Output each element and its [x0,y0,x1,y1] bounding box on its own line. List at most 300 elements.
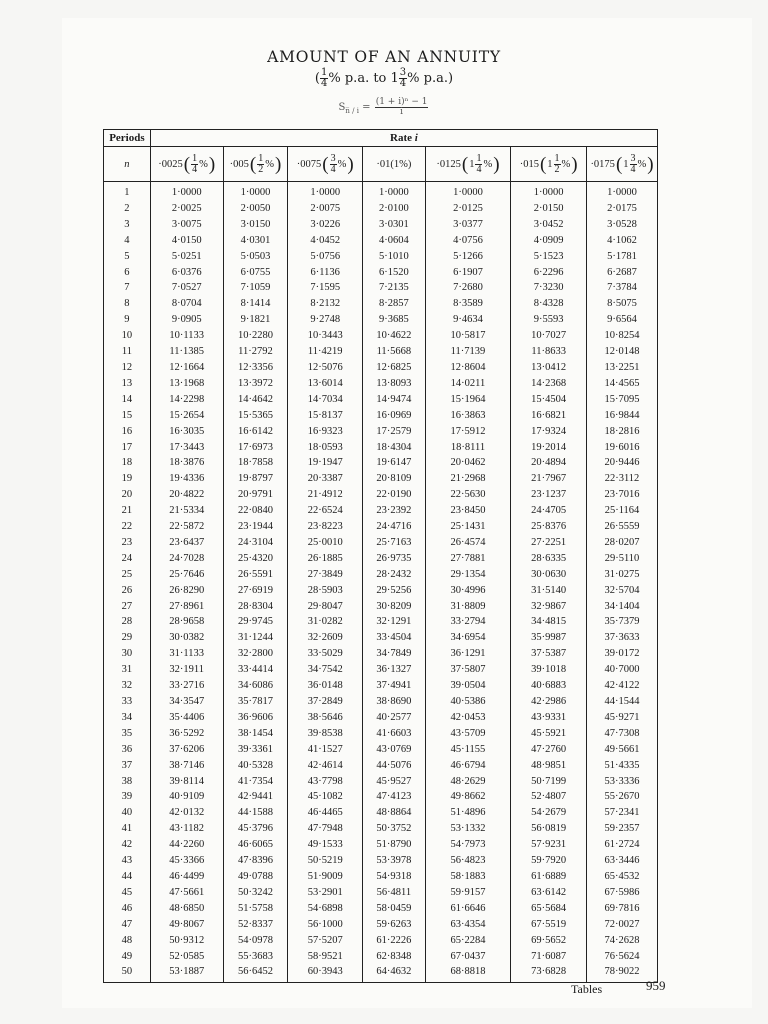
amount-cell: 63·4354 [425,917,511,933]
period-cell: 15 [104,408,151,424]
amount-cell: 15·5365 [223,408,288,424]
amount-cell: 42·2986 [511,694,587,710]
amount-cell: 42·9441 [223,789,288,805]
amount-cell: 9·0905 [150,312,223,328]
paren-close: ) [647,153,654,175]
amount-cell: 57·9231 [511,837,587,853]
amount-cell: 3·0377 [425,217,511,233]
amount-cell: 1·0000 [223,182,288,201]
amount-cell: 57·2341 [587,805,658,821]
amount-cell: 6·1136 [288,265,363,281]
table-row [104,440,658,456]
table-row [104,885,658,901]
amount-cell: 1·0000 [363,182,426,201]
amount-cell: 23·1237 [511,487,587,503]
period-cell: 26 [104,583,151,599]
amount-cell: 8·0704 [150,296,223,312]
amount-cell: 3·0226 [288,217,363,233]
formula-fraction: $\frac{\text{(1 + i)ⁿ − 1}}{i}$ [375,97,428,117]
table-row [104,487,658,503]
amount-cell: 49·8067 [150,917,223,933]
amount-cell: 47·7308 [587,726,658,742]
amount-cell: 34·7542 [288,662,363,678]
amount-cell: 34·6086 [223,678,288,694]
amount-cell: 33·5029 [288,646,363,662]
paren-open: ( [461,153,469,175]
amount-cell: 26·4574 [425,535,511,551]
amount-cell: 50·5219 [288,853,363,869]
amount-cell: 26·5559 [587,519,658,535]
amount-cell: 2·0025 [150,201,223,217]
amount-cell: 6·1520 [363,265,426,281]
amount-cell: 30·0630 [511,567,587,583]
table-row [104,630,658,646]
amount-cell: 41·6603 [363,726,426,742]
period-cell: 9 [104,312,151,328]
formula-lhs: S [338,102,346,113]
table-row [104,901,658,917]
amount-cell: 52·0585 [150,949,223,965]
amount-cell: 53·3336 [587,774,658,790]
amount-cell: 54·7973 [425,837,511,853]
table-row [104,519,658,535]
amount-cell: 8·3589 [425,296,511,312]
amount-cell: 55·3683 [223,949,288,965]
amount-cell: 30·8209 [363,599,426,615]
amount-cell: 39·0504 [425,678,511,694]
amount-cell: 13·3972 [223,376,288,392]
amount-cell: 16·3863 [425,408,511,424]
amount-cell: 44·2260 [150,837,223,853]
period-cell: 1 [104,182,151,201]
amount-cell: 34·3547 [150,694,223,710]
amount-cell: 8·1414 [223,296,288,312]
amount-cell: 5·1523 [511,249,587,265]
amount-cell: 7·2680 [425,280,511,296]
amount-cell: 12·8604 [425,360,511,376]
amount-cell: 68·8818 [425,964,511,982]
amount-cell: 31·1133 [150,646,223,662]
amount-cell: 22·0840 [223,503,288,519]
amount-cell: 9·3685 [363,312,426,328]
amount-cell: 25·8376 [511,519,587,535]
amount-cell: 40·9109 [150,789,223,805]
page-number: 959 [646,978,666,993]
rate-fraction: $\frac{1}{4}$ [476,152,482,175]
amount-cell: 50·3242 [223,885,288,901]
amount-cell: 14·4565 [587,376,658,392]
amount-cell: 5·0251 [150,249,223,265]
amount-cell: 53·1887 [150,964,223,982]
amount-cell: 27·8961 [150,599,223,615]
period-cell: 18 [104,455,151,471]
footer-section-label: Tables [571,982,603,996]
amount-cell: 15·8137 [288,408,363,424]
amount-cell: 41·7354 [223,774,288,790]
period-cell: 41 [104,821,151,837]
amount-cell: 2·0050 [223,201,288,217]
amount-cell: 11·7139 [425,344,511,360]
amount-cell: 54·0978 [223,933,288,949]
amount-cell: 9·4634 [425,312,511,328]
period-cell: 5 [104,249,151,265]
amount-cell: 25·1431 [425,519,511,535]
paren-open: ( [249,153,257,175]
paren-close: ) [493,153,500,175]
amount-cell: 46·6794 [425,758,511,774]
table-row [104,742,658,758]
period-cell: 29 [104,630,151,646]
amount-cell: 50·9312 [150,933,223,949]
amount-cell: 65·2284 [425,933,511,949]
amount-cell: 56·1000 [288,917,363,933]
rate-whole: 1 [469,158,475,170]
table-row [104,455,658,471]
amount-cell: 2·0125 [425,201,511,217]
amount-cell: 25·4320 [223,551,288,567]
amount-cell: 8·2132 [288,296,363,312]
amount-cell: 32·9867 [511,599,587,615]
amount-cell: 72·0027 [587,917,658,933]
amount-cell: 35·9987 [511,630,587,646]
period-cell: 10 [104,328,151,344]
amount-cell: 51·4335 [587,758,658,774]
paren-close: ) [571,153,578,175]
amount-cell: 74·2628 [587,933,658,949]
rate-value: ·0075 [296,158,322,170]
table-row [104,694,658,710]
amount-cell: 61·2226 [363,933,426,949]
period-cell: 25 [104,567,151,583]
table-row [104,201,658,217]
amount-cell: 49·8662 [425,789,511,805]
amount-cell: 18·8111 [425,440,511,456]
period-cell: 6 [104,265,151,281]
amount-cell: 51·9009 [288,869,363,885]
amount-cell: 59·2357 [587,821,658,837]
percent-sign: % [337,158,347,170]
period-cell: 4 [104,233,151,249]
amount-cell: 17·9324 [511,424,587,440]
table-row [104,551,658,567]
period-cell: 17 [104,440,151,456]
amount-cell: 29·9745 [223,614,288,630]
amount-cell: 10·8254 [587,328,658,344]
amount-cell: 4·0150 [150,233,223,249]
percent-sign: % [265,158,274,170]
amount-cell: 2·0075 [288,201,363,217]
amount-cell: 36·5292 [150,726,223,742]
table-row [104,933,658,949]
annuity-formula [0,98,768,117]
period-cell: 33 [104,694,151,710]
amount-cell: 25·7163 [363,535,426,551]
amount-cell: 64·4632 [363,964,426,982]
table-row [104,233,658,249]
amount-cell: 31·5140 [511,583,587,599]
periods-header: Periods [104,130,151,147]
amount-cell: 12·3356 [223,360,288,376]
subtitle-fraction-1: $\frac{1}{4}$ [321,67,328,89]
amount-cell: 57·5207 [288,933,363,949]
amount-cell: 29·1354 [425,567,511,583]
amount-cell: 52·8337 [223,917,288,933]
amount-cell: 39·1018 [511,662,587,678]
rate-whole: 1 [547,158,553,170]
table-row [104,583,658,599]
formula-lhs-subscript: n̅ / i [345,107,359,115]
amount-cell: 51·5758 [223,901,288,917]
amount-cell: 11·2792 [223,344,288,360]
amount-cell: 40·5328 [223,758,288,774]
amount-cell: 39·8114 [150,774,223,790]
amount-cell: 48·9851 [511,758,587,774]
amount-cell: 34·4815 [511,614,587,630]
amount-cell: 26·1885 [288,551,363,567]
amount-cell: 23·1944 [223,519,288,535]
table-row [104,360,658,376]
amount-cell: 45·1082 [288,789,363,805]
rate-value: ·0125 [436,158,461,170]
amount-cell: 40·7000 [587,662,658,678]
period-cell: 37 [104,758,151,774]
rate-header: Rate i [150,130,657,147]
rate-fraction: $\frac{3}{4}$ [630,152,636,175]
amount-cell: 56·0819 [511,821,587,837]
amount-cell: 37·5387 [511,646,587,662]
amount-cell: 8·4328 [511,296,587,312]
amount-cell: 9·6564 [587,312,658,328]
amount-cell: 39·0172 [587,646,658,662]
amount-cell: 65·4532 [587,869,658,885]
amount-cell: 45·3796 [223,821,288,837]
amount-cell: 56·4811 [363,885,426,901]
amount-cell: 2·0100 [363,201,426,217]
rate-fraction: $\frac{3}{4}$ [330,152,336,175]
amount-cell: 33·2794 [425,614,511,630]
amount-cell: 47·2760 [511,742,587,758]
amount-cell: 62·8348 [363,949,426,965]
amount-cell: 49·1533 [288,837,363,853]
amount-cell: 11·5668 [363,344,426,360]
table-row [104,535,658,551]
amount-cell: 4·0756 [425,233,511,249]
amount-cell: 10·2280 [223,328,288,344]
amount-cell: 46·6065 [223,837,288,853]
amount-cell: 20·0462 [425,455,511,471]
table-row [104,408,658,424]
period-cell: 50 [104,964,151,982]
table-row [104,710,658,726]
paren-open: ( [615,153,623,175]
amount-cell: 18·3876 [150,455,223,471]
amount-cell: 65·5684 [511,901,587,917]
amount-cell: 19·4336 [150,471,223,487]
period-cell: 31 [104,662,151,678]
amount-cell: 9·5593 [511,312,587,328]
amount-cell: 44·1544 [587,694,658,710]
table-row [104,280,658,296]
amount-cell: 51·4896 [425,805,511,821]
amount-cell: 3·0528 [587,217,658,233]
amount-cell: 19·1947 [288,455,363,471]
amount-cell: 63·3446 [587,853,658,869]
amount-cell: 23·2392 [363,503,426,519]
amount-cell: 12·1664 [150,360,223,376]
amount-cell: 40·6883 [511,678,587,694]
period-cell: 32 [104,678,151,694]
amount-cell: 54·6898 [288,901,363,917]
amount-cell: 35·7379 [587,614,658,630]
amount-cell: 50·3752 [363,821,426,837]
amount-cell: 4·1062 [587,233,658,249]
amount-cell: 27·3849 [288,567,363,583]
amount-cell: 67·5986 [587,885,658,901]
amount-cell: 20·3387 [288,471,363,487]
amount-cell: 2·0150 [511,201,587,217]
period-cell: 40 [104,805,151,821]
amount-cell: 16·9844 [587,408,658,424]
amount-cell: 46·4465 [288,805,363,821]
amount-cell: 8·5075 [587,296,658,312]
amount-cell: 10·1133 [150,328,223,344]
period-cell: 12 [104,360,151,376]
table-row [104,567,658,583]
table-row [104,837,658,853]
amount-cell: 53·2901 [288,885,363,901]
amount-cell: 17·3443 [150,440,223,456]
amount-cell: 16·6142 [223,424,288,440]
amount-cell: 45·9271 [587,710,658,726]
table-row [104,869,658,885]
amount-cell: 34·1404 [587,599,658,615]
amount-cell: 28·2432 [363,567,426,583]
page-title: AMOUNT OF AN ANNUITY [267,48,501,66]
amount-cell: 29·5110 [587,551,658,567]
amount-cell: 37·4941 [363,678,426,694]
amount-cell: 53·1332 [425,821,511,837]
amount-cell: 52·4807 [511,789,587,805]
period-cell: 3 [104,217,151,233]
amount-cell: 7·0527 [150,280,223,296]
amount-cell: 7·1059 [223,280,288,296]
period-cell: 39 [104,789,151,805]
amount-cell: 30·4996 [425,583,511,599]
rate-value: ·015 [519,158,539,170]
amount-cell: 47·4123 [363,789,426,805]
amount-cell: 56·4823 [425,853,511,869]
amount-cell: 20·9446 [587,455,658,471]
amount-cell: 36·1327 [363,662,426,678]
table-row [104,726,658,742]
amount-cell: 55·2670 [587,789,658,805]
period-cell: 34 [104,710,151,726]
amount-cell: 5·1010 [363,249,426,265]
amount-cell: 24·4705 [511,503,587,519]
amount-cell: 27·6919 [223,583,288,599]
amount-cell: 7·2135 [363,280,426,296]
amount-cell: 47·8396 [223,853,288,869]
amount-cell: 21·5334 [150,503,223,519]
period-cell: 45 [104,885,151,901]
amount-cell: 53·3978 [363,853,426,869]
amount-cell: 37·2849 [288,694,363,710]
rate-column-header [150,147,223,182]
amount-cell: 22·5872 [150,519,223,535]
period-cell: 21 [104,503,151,519]
amount-cell: 7·3784 [587,280,658,296]
formula-equals: = [362,102,371,113]
amount-cell: 32·5704 [587,583,658,599]
amount-cell: 10·3443 [288,328,363,344]
table-row [104,344,658,360]
table-row [104,471,658,487]
amount-cell: 23·6437 [150,535,223,551]
amount-cell: 12·0148 [587,344,658,360]
amount-cell: 16·6821 [511,408,587,424]
table-row [104,805,658,821]
amount-cell: 33·2716 [150,678,223,694]
rate-column-header [363,147,426,182]
amount-cell: 19·2014 [511,440,587,456]
amount-cell: 50·7199 [511,774,587,790]
amount-cell: 20·4822 [150,487,223,503]
paren-close: ) [208,153,216,175]
period-cell: 43 [104,853,151,869]
amount-cell: 15·1964 [425,392,511,408]
amount-cell: 59·7920 [511,853,587,869]
period-cell: 8 [104,296,151,312]
amount-cell: 5·0503 [223,249,288,265]
rate-whole: 1 [623,158,629,170]
amount-cell: 36·0148 [288,678,363,694]
amount-cell: 60·3943 [288,964,363,982]
amount-cell: 34·7849 [363,646,426,662]
table-row [104,917,658,933]
amount-cell: 28·0207 [587,535,658,551]
amount-cell: 30·0382 [150,630,223,646]
rate-value: ·0175 [590,158,615,170]
amount-cell: 12·6825 [363,360,426,376]
amount-cell: 14·2298 [150,392,223,408]
amount-cell: 4·0452 [288,233,363,249]
subtitle-end: % p.a.) [407,71,454,86]
amount-cell: 22·5630 [425,487,511,503]
amount-cell: 51·8790 [363,837,426,853]
amount-cell: 42·4122 [587,678,658,694]
amount-cell: 35·7817 [223,694,288,710]
amount-cell: 6·1907 [425,265,511,281]
amount-cell: 33·4504 [363,630,426,646]
amount-cell: 6·2687 [587,265,658,281]
amount-cell: 17·5912 [425,424,511,440]
amount-cell: 8·2857 [363,296,426,312]
amount-cell: 24·3104 [223,535,288,551]
amount-cell: 17·6973 [223,440,288,456]
amount-cell: 1·0000 [288,182,363,201]
period-cell: 47 [104,917,151,933]
table-row [104,182,658,201]
amount-cell: 1·0000 [587,182,658,201]
amount-cell: 76·5624 [587,949,658,965]
amount-cell: 5·1266 [425,249,511,265]
amount-cell: 13·6014 [288,376,363,392]
amount-cell: 14·9474 [363,392,426,408]
period-cell: 27 [104,599,151,615]
amount-cell: 61·6889 [511,869,587,885]
amount-cell: 22·0190 [363,487,426,503]
amount-cell: 36·9606 [223,710,288,726]
